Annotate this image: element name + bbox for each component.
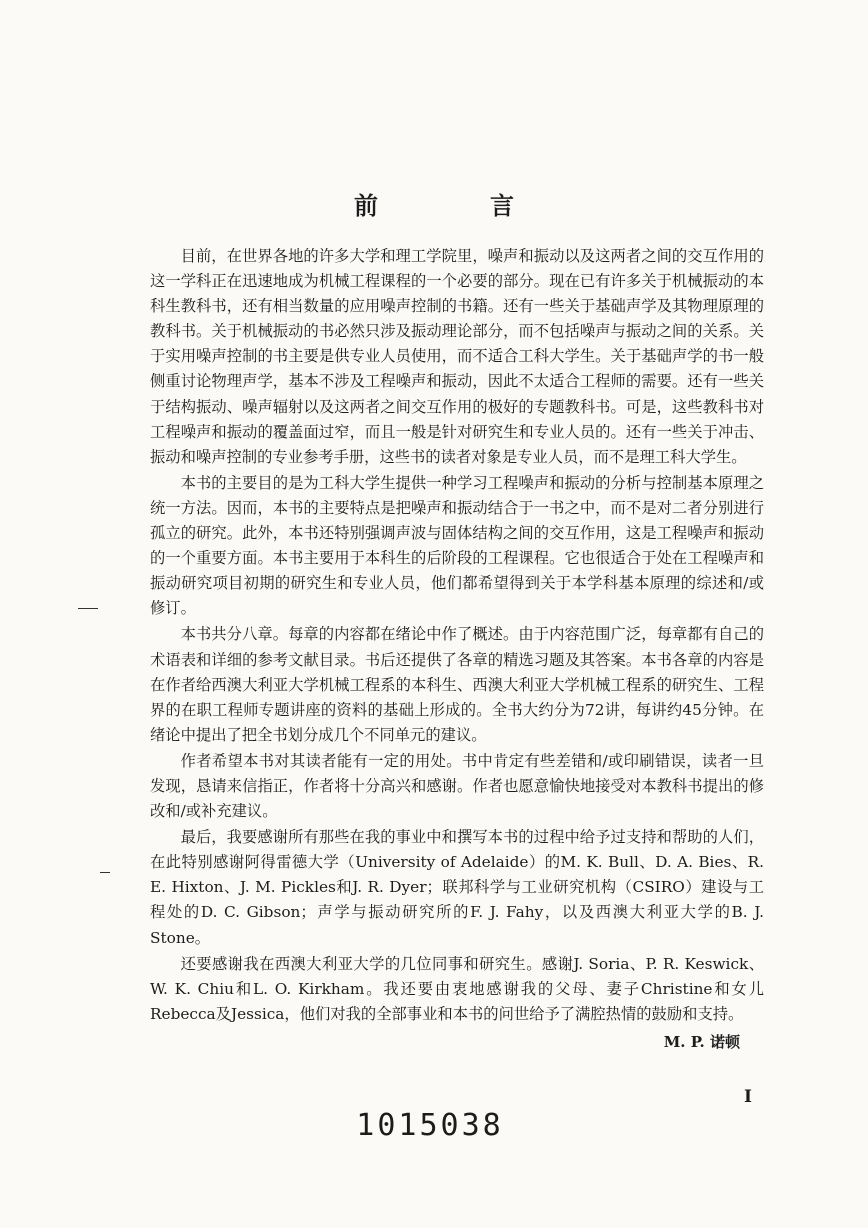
author-signature: M. P. 诺顿 <box>663 1033 740 1051</box>
paragraph: 本书的主要目的是为工科大学生提供一种学习工程噪声和振动的分析与控制基本原理之统一方法。因而，本书的主要特点是把噪声和振动结合于一书之中，而不是对二者分别进行孤立的研究。此外，本书还特别强调声波与固体结构之间的交互作用，这是工程噪声和振动的一个重要方面。本书主要用于本科生的后阶段的工程课程。它也很适合于处在工程噪声和振动研究项目初期的研究生和专业人员，他们都希望得到关于本学科基本原理的综述和/或修订。 <box>150 473 764 618</box>
page-title: 前 言 <box>354 192 558 220</box>
paragraph: 作者希望本书对其读者能有一定的用处。书中肯定有些差错和/或印刷错误，读者一旦发现，恳请来信指正，作者将十分高兴和感谢。作者也愿意愉快地接受对本教科书提出的修改和/或补充建议。 <box>150 751 764 821</box>
catalog-number: 1015038 <box>356 1108 504 1143</box>
scan-mark <box>78 608 98 609</box>
paragraph: 目前，在世界各地的许多大学和理工学院里，噪声和振动以及这两者之间的交互作用的这一学科正在迅速地成为机械工程课程的一个必要的部分。现在已有许多关于机械振动的本科生教科书，还有相当数量的应用噪声控制的书籍。还有一些关于基础声学及其物理原理的教科书。关于机械振动的书必然只涉及振动理论部分，而不包括噪声与振动之间的关系。关于实用噪声控制的书主要是供专业人员使用，而不适合工科大学生。关于基础声学的书一般侧重讨论物理声学，基本不涉及工程噪声和振动，因此不太适合工程师的需要。还有一些关于结构振动、噪声辐射以及这两者之间交互作用的极好的专题教科书。可是，这些教科书对工程噪声和振动的覆盖面过窄，而且一般是针对研究生和专业人员的。还有一些关于冲击、振动和噪声控制的专业参考手册，这些书的读者对象是专业人员，而不是理工科大学生。 <box>150 247 764 466</box>
paragraph: 本书共分八章。每章的内容都在绪论中作了概述。由于内容范围广泛，每章都有自己的术语表和详细的参考文献目录。书后还提供了各章的精选习题及其答案。本书各章的内容是在作者给西澳大利亚大学机械工程系的本科生、西澳大利亚大学机械工程系的研究生、工程界的在职工程师专题讲座的资料的基础上形成的。全书大约分为72讲，每讲约45分钟。在绪论中提出了把全书划分成几个不同单元的建议。 <box>150 625 764 744</box>
page-number: I <box>744 1087 752 1107</box>
paragraph: 还要感谢我在西澳大利亚大学的几位同事和研究生。感谢J. Soria、P. R. Keswick、W. K. Chiu和L. O. Kirkham。我还要由衷地感谢我的父母、妻子Christine和女儿Rebecca及Jessica，他们对我的全部事业和本书的问世给予了满腔热情的鼓励和支持。 <box>150 954 764 1023</box>
paragraph: 最后，我要感谢所有那些在我的事业中和撰写本书的过程中给予过支持和帮助的人们，在此特别感谢阿得雷德大学（University of Adelaide）的M. K. Bull、D. A. Bies、R. E. Hixton、J. M. Pickles和J. R. Dyer；联邦科学与工业研究机构（CSIRO）建设与工程处的D. C. Gibson；声学与振动研究所的F. J. Fahy，以及西澳大利亚大学的B. J. Stone。 <box>150 828 764 947</box>
scan-mark <box>100 872 110 873</box>
preface-body <box>150 244 764 1027</box>
